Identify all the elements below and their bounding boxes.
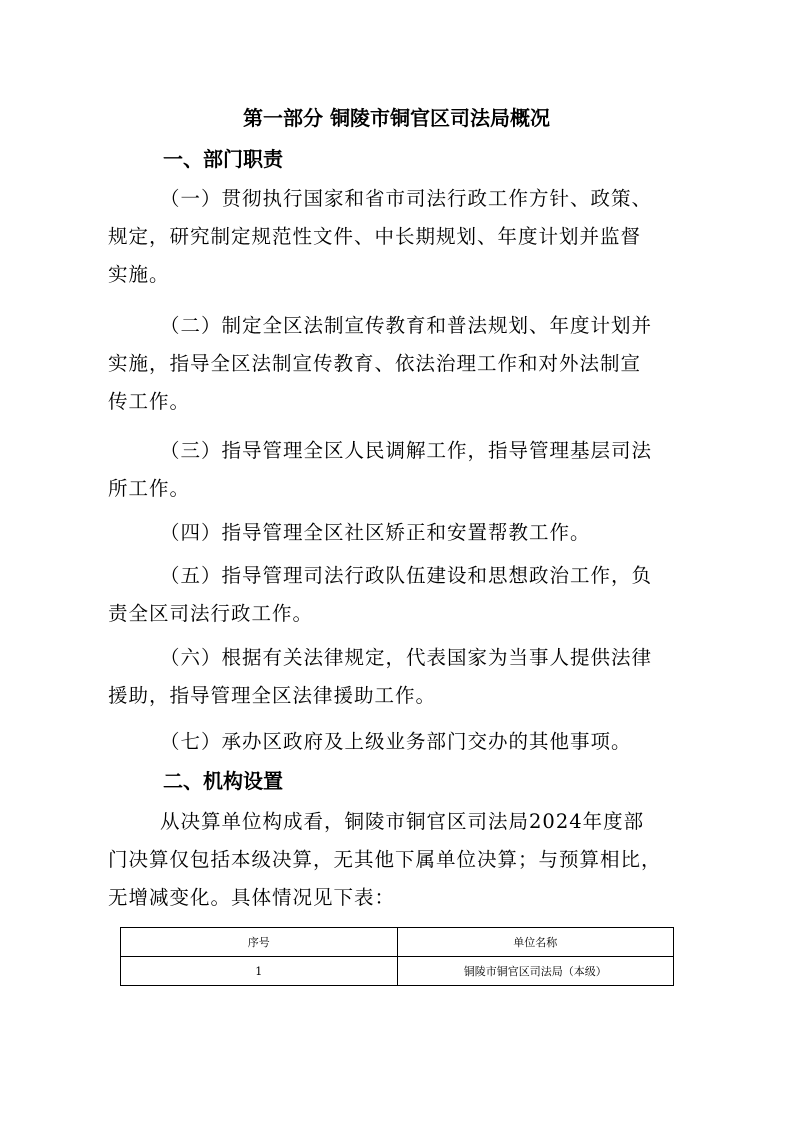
column-header-unit-name: 单位名称 [397, 928, 674, 957]
unit-table [120, 927, 674, 986]
text-line: （三）指导管理全区人民调解工作，指导管理基层司法 [160, 439, 653, 462]
text-line: （七）承办区政府及上级业务部门交办的其他事项。 [160, 730, 632, 753]
section-heading-organization: 二、机构设置 [163, 769, 283, 793]
table-row [121, 957, 674, 986]
text-line: 传工作。 [108, 390, 191, 413]
text-line: 从决算单位构成看，铜陵市铜官区司法局2024年度部 [160, 810, 645, 833]
text-line: （六）根据有关法律规定，代表国家为当事人提供法律 [160, 646, 653, 669]
paragraph-organization [108, 803, 678, 917]
text-line: 所工作。 [108, 477, 191, 500]
section-heading-responsibilities: 一、部门职责 [163, 147, 283, 171]
paragraph-item-7 [108, 723, 678, 761]
page-title: 第一部分 铜陵市铜官区司法局概况 [243, 106, 550, 130]
table-cell-unit-name: 铜陵市铜官区司法局（本级） [397, 957, 674, 986]
paragraph-item-3 [108, 432, 678, 508]
table-header-row [121, 928, 674, 957]
text-line: 无增减变化。具体情况见下表： [108, 886, 396, 909]
text-line: （四）指导管理全区社区矫正和安置帮教工作。 [160, 521, 591, 544]
paragraph-item-5 [108, 557, 678, 633]
text-line: 援助，指导管理全区法律援助工作。 [108, 684, 437, 707]
text-line: 实施。 [108, 263, 170, 286]
text-line: （二）制定全区法制宣传教育和普法规划、年度计划并 [160, 314, 653, 337]
text-line: 实施，指导全区法制宣传教育、依法治理工作和对外法制宣 [108, 352, 642, 375]
paragraph-item-6 [108, 639, 678, 715]
text-line: （一）贯彻执行国家和省市司法行政工作方针、政策、 [160, 187, 653, 210]
text-line: 责全区司法行政工作。 [108, 602, 314, 625]
column-header-number: 序号 [121, 928, 398, 957]
text-line: 门决算仅包括本级决算，无其他下属单位决算；与预算相比， [108, 848, 662, 871]
text-line: （五）指导管理司法行政队伍建设和思想政治工作，负 [160, 564, 653, 587]
text-line: 规定，研究制定规范性文件、中长期规划、年度计划并监督 [108, 225, 642, 248]
table-cell-number: 1 [121, 957, 398, 986]
paragraph-item-2 [108, 307, 678, 421]
paragraph-item-4 [108, 514, 678, 552]
paragraph-item-1 [108, 180, 678, 294]
